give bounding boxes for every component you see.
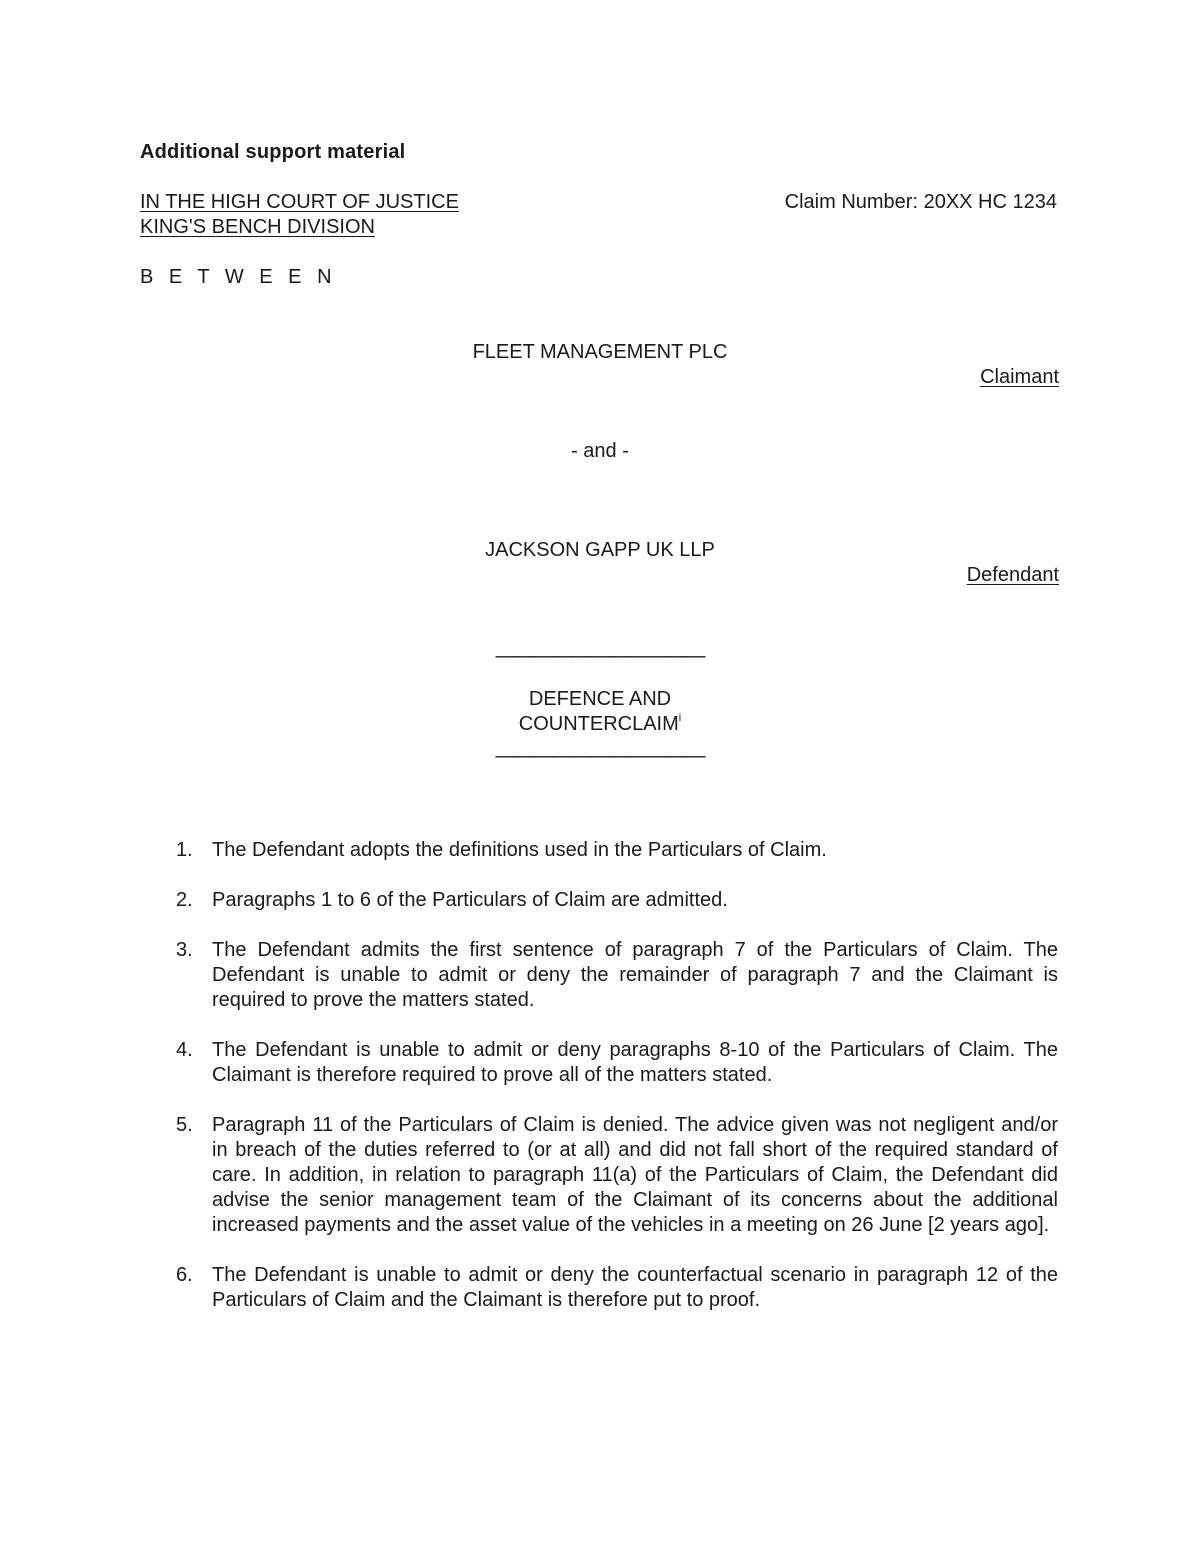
paragraph [140,938,1058,1013]
paragraph-text: The Defendant adopts the definitions used in the Particulars of Claim. [212,839,827,861]
claimant-name: FLEET MANAGEMENT PLC [472,341,728,363]
claimant-role: Claimant [980,366,1059,388]
paragraph [140,1038,1058,1088]
paragraph-number: 2. [176,889,193,911]
paragraph-text: Paragraphs 1 to 6 of the Particulars of Claim are admitted. [212,889,728,911]
paragraph-number: 1. [176,839,193,861]
paragraph [140,888,1058,913]
and-separator: - and - [571,440,629,462]
footnote-marker: i [678,712,682,724]
defendant-role: Defendant [966,564,1059,586]
paragraph-number: 4. [176,1039,193,1061]
document-title-text: COUNTERCLAIM [518,713,679,735]
paragraph [140,1113,1058,1238]
title-rule-bottom: ——————————— [495,745,705,767]
document-title-line1: DEFENCE AND [528,688,672,710]
court-division: KING'S BENCH DIVISION [140,216,375,238]
paragraph-text: Paragraph 11 of the Particulars of Claim is denied. The advice given was not negligent and/or in breach of the duties referred to (or at all) and did not fall short of the required standard of care. In addition, in relation to paragraph 11(a) of the Particulars of Claim, the Defendant did advise the senior management team of the Claimant of its concerns about the additional increased payments and the asset value of the vehicles in a meeting on 26 June [2 years ago]. [212,1114,1058,1236]
paragraph-number: 6. [176,1264,193,1286]
paragraph-text: The Defendant is unable to admit or deny the counterfactual scenario in paragraph 12 of the Particulars of Claim and the Claimant is therefore put to proof. [212,1264,1058,1311]
paragraph [140,838,1058,863]
claim-number: Claim Number: 20XX HC 1234 [784,191,1057,213]
court-name: IN THE HIGH COURT OF JUSTICE [140,191,459,213]
paragraph-number: 5. [176,1114,193,1136]
defendant-name: JACKSON GAPP UK LLP [485,539,715,561]
title-rule-top: ——————————— [495,645,705,667]
document-title-line2 [0,712,1200,736]
paragraph-text: The Defendant is unable to admit or deny paragraphs 8-10 of the Particulars of Claim. The Claimant is therefore required to prove all of the matters stated. [212,1039,1058,1086]
between-label: B E T W E E N [140,266,337,288]
numbered-paragraphs [140,838,1058,1338]
paragraph-number: 3. [176,939,193,961]
section-heading: Additional support material [140,141,406,163]
paragraph-text: The Defendant admits the first sentence of paragraph 7 of the Particulars of Claim. The Defendant is unable to admit or deny the remainder of paragraph 7 and the Claimant is required to prove the matters stated. [212,939,1058,1011]
paragraph [140,1263,1058,1313]
